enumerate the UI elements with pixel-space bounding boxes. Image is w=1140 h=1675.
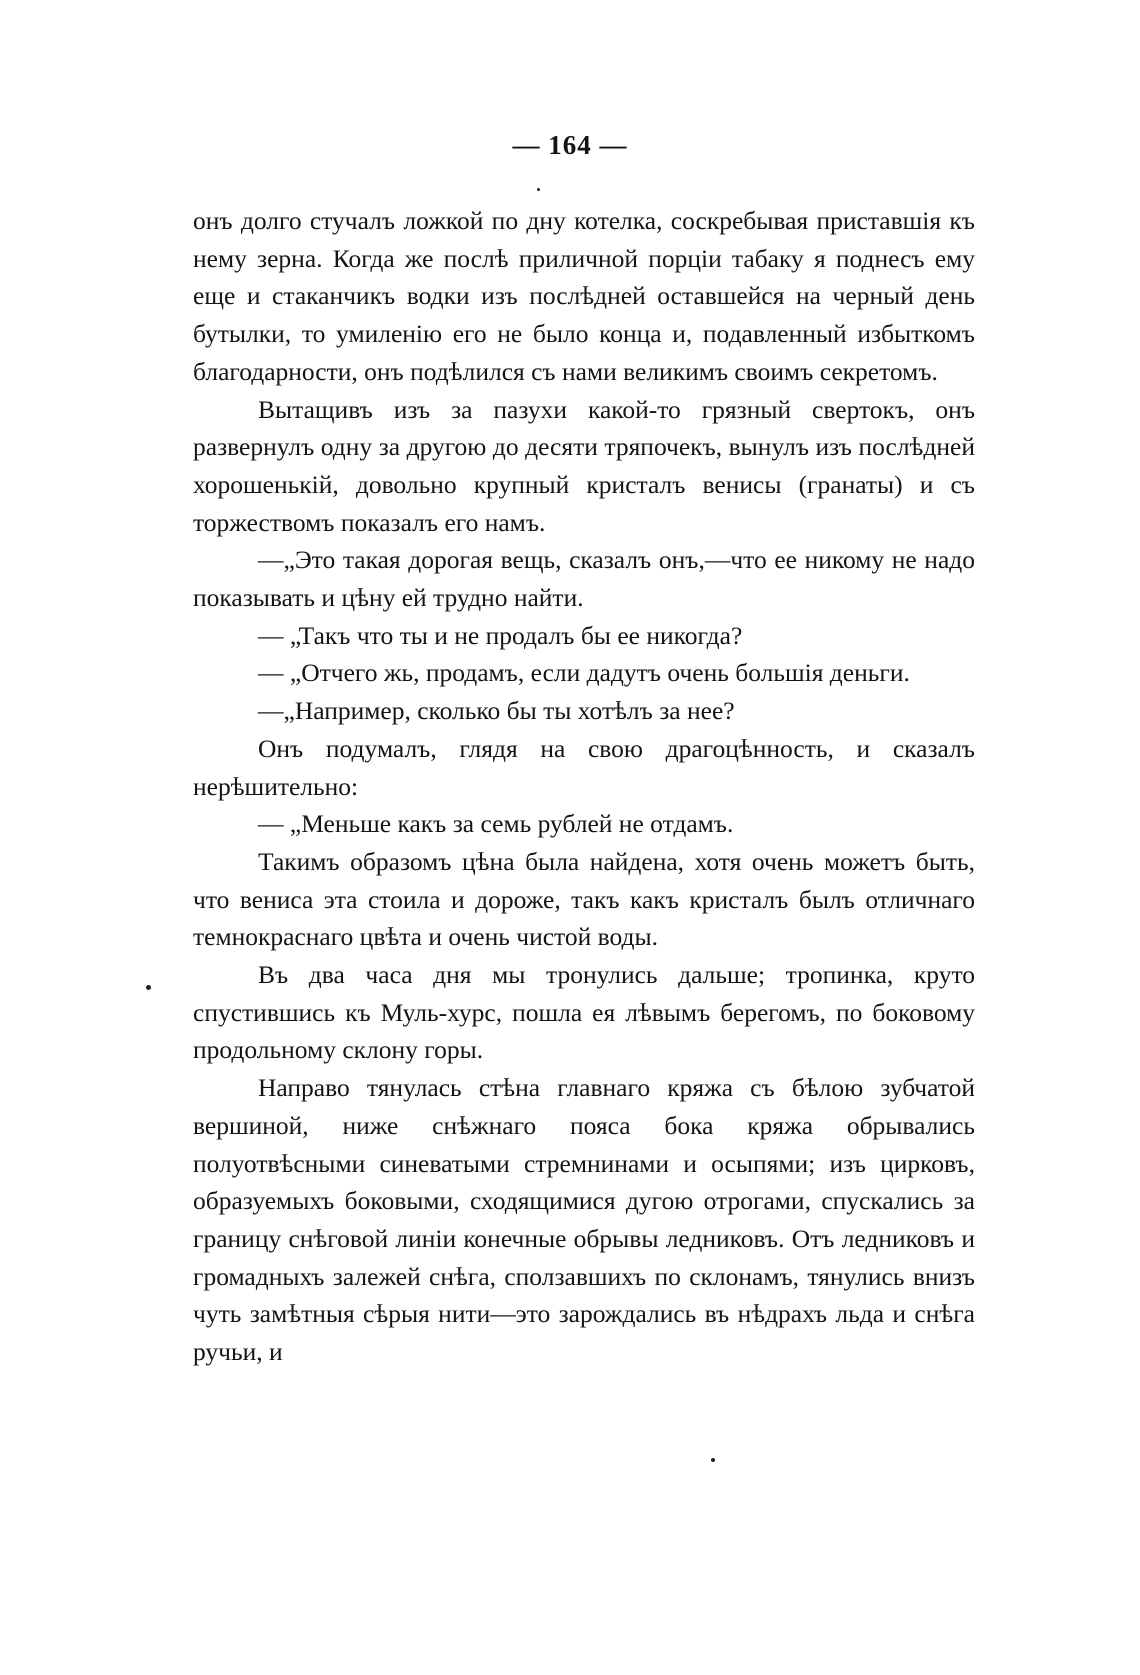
- paragraph-7: Онъ подумалъ, глядя на свою драгоцѣнность, и сказалъ нерѣшительно:: [193, 733, 975, 801]
- paragraph-5: — „Отчего жь, продамъ, если дадутъ очень большія деньги.: [258, 658, 910, 688]
- paragraph-9: Такимъ образомъ цѣна была найдена, хотя очень можетъ быть, что вениса эта стоила и дороже, такъ какъ кристалъ былъ отличнаго темнокраснаго цвѣта и очень чистой воды.: [193, 846, 975, 952]
- paragraph-10: Въ два часа дня мы тронулись дальше; тропинка, круто спустившись къ Муль-хурс, пошла ея лѣвымъ берегомъ, по боковому продольному склону горы.: [193, 960, 975, 1065]
- paragraph-4: — „Такъ что ты и не продалъ бы ее никогда?: [258, 620, 743, 650]
- paragraph-6: —„Например, сколько бы ты хотѣлъ за нее?: [258, 696, 735, 726]
- paragraph-2: Вытащивъ изъ за пазухи какой-то грязный свертокъ, онъ развернулъ одну за другою до десяти тряпочекъ, вынулъ изъ послѣдней хорошенькій, довольно крупный кристалъ венисы (гранаты) и съ торжествомъ показалъ его намъ.: [193, 394, 975, 537]
- scan-speck: [146, 985, 151, 990]
- body-text: [193, 202, 975, 1371]
- paragraph-11: Направо тянулась стѣна главнаго кряжа съ бѣлою зубчатой вершиной, ниже снѣжнаго пояса бока кряжа обрывались полуотвѣсными синеватыми стремнинами и осыпями; изъ цирковъ, образуемыхъ боковыми, сходящимися дугою отрогами, спускались за границу снѣговой линіи конечные обрывы ледниковъ. Отъ ледниковъ и громадныхъ залежей снѣга, сползавшихъ по склонамъ, тянулись внизъ чуть замѣтныя сѣрыя нити—это зарождались въ нѣдрахъ льда и снѣга ручьи, и: [193, 1073, 975, 1367]
- paragraph-1: онъ долго стучалъ ложкой по дну котелка, соскребывая приставшія къ нему зерна. Когда же послѣ приличной порціи табаку я поднесъ ему еще и стаканчикъ водки изъ послѣдней оставшейся на черный день бутылки, то умиленію его не было конца и, подавленный избыткомъ благодарности, онъ подѣлился съ нами великимъ своимъ секретомъ.: [193, 206, 975, 386]
- scan-speck: [711, 1458, 715, 1462]
- page-number: — 164 —: [512, 130, 628, 160]
- paragraph-3: —„Это такая дорогая вещь, сказалъ онъ,—что ее никому не надо показывать и цѣну ей трудно найти.: [193, 545, 975, 613]
- paragraph-8: — „Меньше какъ за семь рублей не отдамъ.: [258, 809, 734, 839]
- scan-speck: [537, 188, 540, 191]
